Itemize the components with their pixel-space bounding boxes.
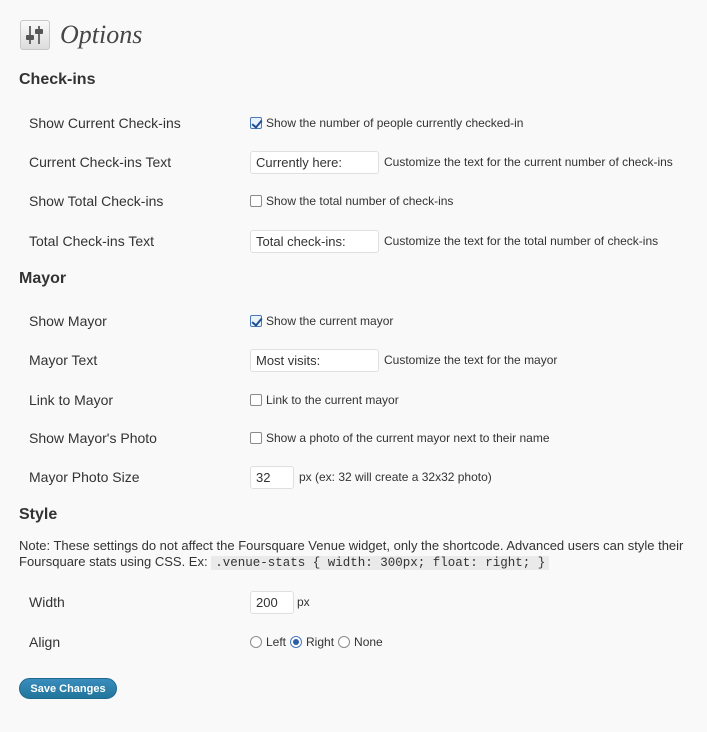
current-checkins-text-input[interactable]: Currently here:: [250, 151, 379, 174]
show-current-checkins-row: [0, 108, 707, 138]
show-mayor-label: Show Mayor: [29, 313, 107, 329]
current-checkins-text-description: Customize the text for the current number of check-ins: [384, 155, 673, 169]
section-heading-mayor: Mayor: [19, 270, 67, 287]
show-mayor-checkbox[interactable]: [250, 315, 262, 327]
mayor-text-description: Customize the text for the mayor: [384, 353, 558, 367]
mayor-text-row: [0, 345, 707, 375]
width-unit: px: [297, 595, 310, 609]
mayor-photo-size-label: Mayor Photo Size: [29, 469, 140, 485]
page-title: Options: [60, 20, 143, 49]
show-current-checkins-label: Show Current Check-ins: [29, 115, 181, 131]
style-note: [19, 538, 689, 571]
style-note-code: .venue-stats { width: 300px; float: right; }: [211, 556, 549, 570]
show-current-checkins-description: Show the number of people currently checked-in: [266, 116, 524, 130]
align-row: [0, 627, 707, 657]
style-note-text: Note: These settings do not affect the Foursquare Venue widget, only the shortcode. Advanced users can style their Foursquare stats using CSS. Ex:: [19, 538, 684, 569]
mayor-photo-size-row: [0, 462, 707, 492]
show-mayor-description: Show the current mayor: [266, 314, 394, 328]
link-mayor-label: Link to Mayor: [29, 392, 114, 408]
show-total-checkins-row: [0, 186, 707, 216]
total-checkins-text-description: Customize the text for the total number of check-ins: [384, 234, 659, 248]
show-mayor-photo-description: Show a photo of the current mayor next to their name: [266, 431, 550, 445]
show-total-checkins-checkbox[interactable]: [250, 195, 262, 207]
align-left-label: Left: [266, 635, 287, 649]
link-mayor-row: [0, 385, 707, 415]
width-input[interactable]: 200: [250, 591, 294, 614]
mayor-photo-size-input[interactable]: 32: [250, 466, 294, 489]
total-checkins-text-input[interactable]: Total check-ins:: [250, 230, 379, 253]
current-checkins-text-label: Current Check-ins Text: [29, 154, 172, 170]
mayor-text-input[interactable]: Most visits:: [250, 349, 379, 372]
align-radio-group: [250, 627, 387, 657]
section-heading-checkins: Check-ins: [19, 71, 96, 88]
show-mayor-photo-label: Show Mayor's Photo: [29, 430, 157, 446]
show-mayor-row: [0, 306, 707, 336]
align-label: Align: [29, 634, 61, 650]
width-label: Width: [29, 594, 65, 610]
show-total-checkins-description: Show the total number of check-ins: [266, 194, 454, 208]
align-none-radio[interactable]: [338, 636, 350, 648]
width-row: [0, 587, 707, 617]
mayor-photo-size-description: px (ex: 32 will create a 32x32 photo): [299, 470, 492, 484]
show-mayor-photo-row: [0, 423, 707, 453]
save-changes-button[interactable]: Save Changes: [19, 678, 117, 699]
show-mayor-photo-checkbox[interactable]: [250, 432, 262, 444]
page-header: [20, 18, 142, 52]
align-right-label: Right: [306, 635, 335, 649]
section-heading-style: Style: [19, 506, 58, 523]
align-left-radio[interactable]: [250, 636, 262, 648]
show-current-checkins-checkbox[interactable]: [250, 117, 262, 129]
total-checkins-text-label: Total Check-ins Text: [29, 233, 155, 249]
align-none-label: None: [354, 635, 383, 649]
link-mayor-checkbox[interactable]: [250, 394, 262, 406]
align-right-radio[interactable]: [290, 636, 302, 648]
mayor-text-label: Mayor Text: [29, 352, 98, 368]
settings-sliders-icon: [20, 20, 50, 50]
total-checkins-text-row: [0, 226, 707, 256]
show-total-checkins-label: Show Total Check-ins: [29, 193, 164, 209]
link-mayor-description: Link to the current mayor: [266, 393, 399, 407]
current-checkins-text-row: [0, 147, 707, 177]
